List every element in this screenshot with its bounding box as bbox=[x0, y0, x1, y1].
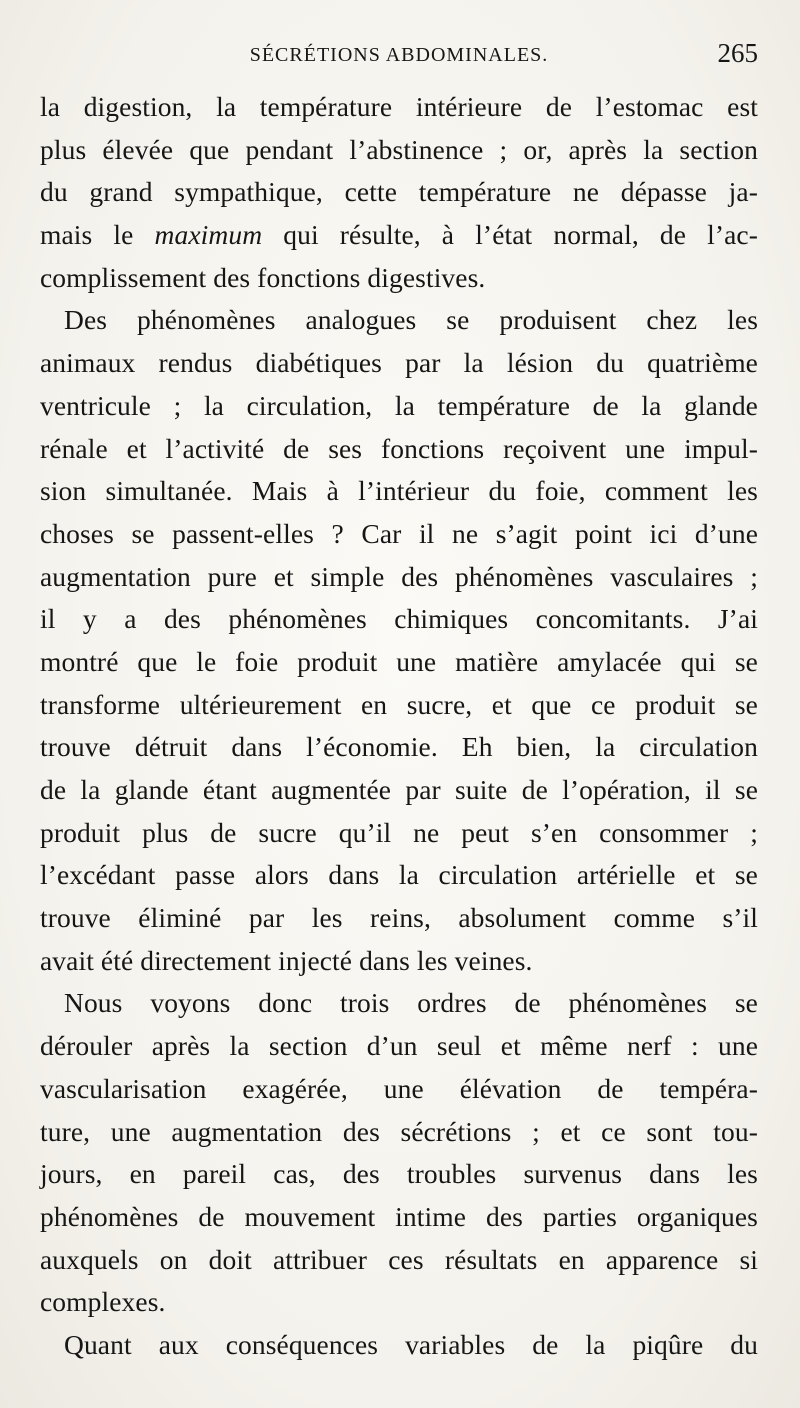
text-line: vascularisation exagérée, une élévation de tempéra- bbox=[40, 1072, 758, 1104]
page-number: 265 bbox=[717, 38, 758, 68]
text-line: Des phénomènes analogues se produisent chez les bbox=[64, 304, 758, 336]
text-line: auxquels on doit attribuer ces résultats en apparence si bbox=[40, 1243, 758, 1275]
text-line: transforme ultérieurement en sucre, et que ce produit se bbox=[40, 688, 758, 720]
text-line: trouve détruit dans l’économie. Eh bien, la circulation bbox=[40, 731, 758, 763]
text-line: jours, en pareil cas, des troubles survenus dans les bbox=[40, 1158, 758, 1190]
text-line: complexes. bbox=[40, 1286, 166, 1318]
text-line: du grand sympathique, cette température ne dépasse ja- bbox=[40, 176, 758, 208]
text-line: trouve éliminé par les reins, absolument comme s’il bbox=[40, 902, 758, 934]
text-line: choses se passent-elles ? Car il ne s’agit point ici d’une bbox=[40, 517, 758, 549]
running-head-title: SÉCRÉTIONS ABDOMINALES. bbox=[249, 44, 549, 66]
text-line: ture, une augmentation des sécrétions ; et ce sont tou- bbox=[40, 1115, 758, 1147]
text-line: Quant aux conséquences variables de la piqûre du bbox=[64, 1328, 758, 1360]
text-line: l’excédant passe alors dans la circulation artérielle et se bbox=[40, 859, 758, 891]
text-line: plus élevée que pendant l’abstinence ; or, après la section bbox=[40, 133, 758, 165]
italic-word: maximum bbox=[154, 219, 263, 251]
text-line: produit plus de sucre qu’il ne peut s’en consommer ; bbox=[40, 816, 758, 848]
text-line: sion simultanée. Mais à l’intérieur du foie, comment les bbox=[40, 475, 758, 507]
text-line: animaux rendus diabétiques par la lésion du quatrième bbox=[40, 347, 758, 379]
text-line: montré que le foie produit une matière amylacée qui se bbox=[40, 645, 758, 677]
text-line: phénomènes de mouvement intime des parties organiques bbox=[40, 1200, 758, 1232]
text-line bbox=[40, 214, 758, 257]
text-line: dérouler après la section d’un seul et même nerf : une bbox=[40, 1030, 758, 1062]
text-line: avait été directement injecté dans les veines. bbox=[40, 944, 533, 976]
text-line: complissement des fonctions digestives. bbox=[40, 261, 486, 293]
text-line: augmentation pure et simple des phénomènes vasculaires ; bbox=[40, 560, 758, 592]
text-line: Nous voyons donc trois ordres de phénomènes se bbox=[64, 987, 758, 1019]
running-head bbox=[40, 36, 758, 76]
text-line: ventricule ; la circulation, la température de la glande bbox=[40, 389, 758, 421]
text-line: la digestion, la température intérieure de l’estomac est bbox=[40, 91, 758, 122]
text-line: rénale et l’activité de ses fonctions reçoivent une impul- bbox=[40, 432, 758, 464]
body-text bbox=[40, 86, 758, 1367]
text-line: il y a des phénomènes chimiques concomitants. J’ai bbox=[40, 603, 758, 635]
text-line: de la glande étant augmentée par suite de l’opération, il se bbox=[40, 774, 758, 805]
text-fragment: qui résulte, à l’état normal, de l’ac- bbox=[262, 219, 758, 251]
text-fragment: mais le bbox=[40, 219, 155, 251]
